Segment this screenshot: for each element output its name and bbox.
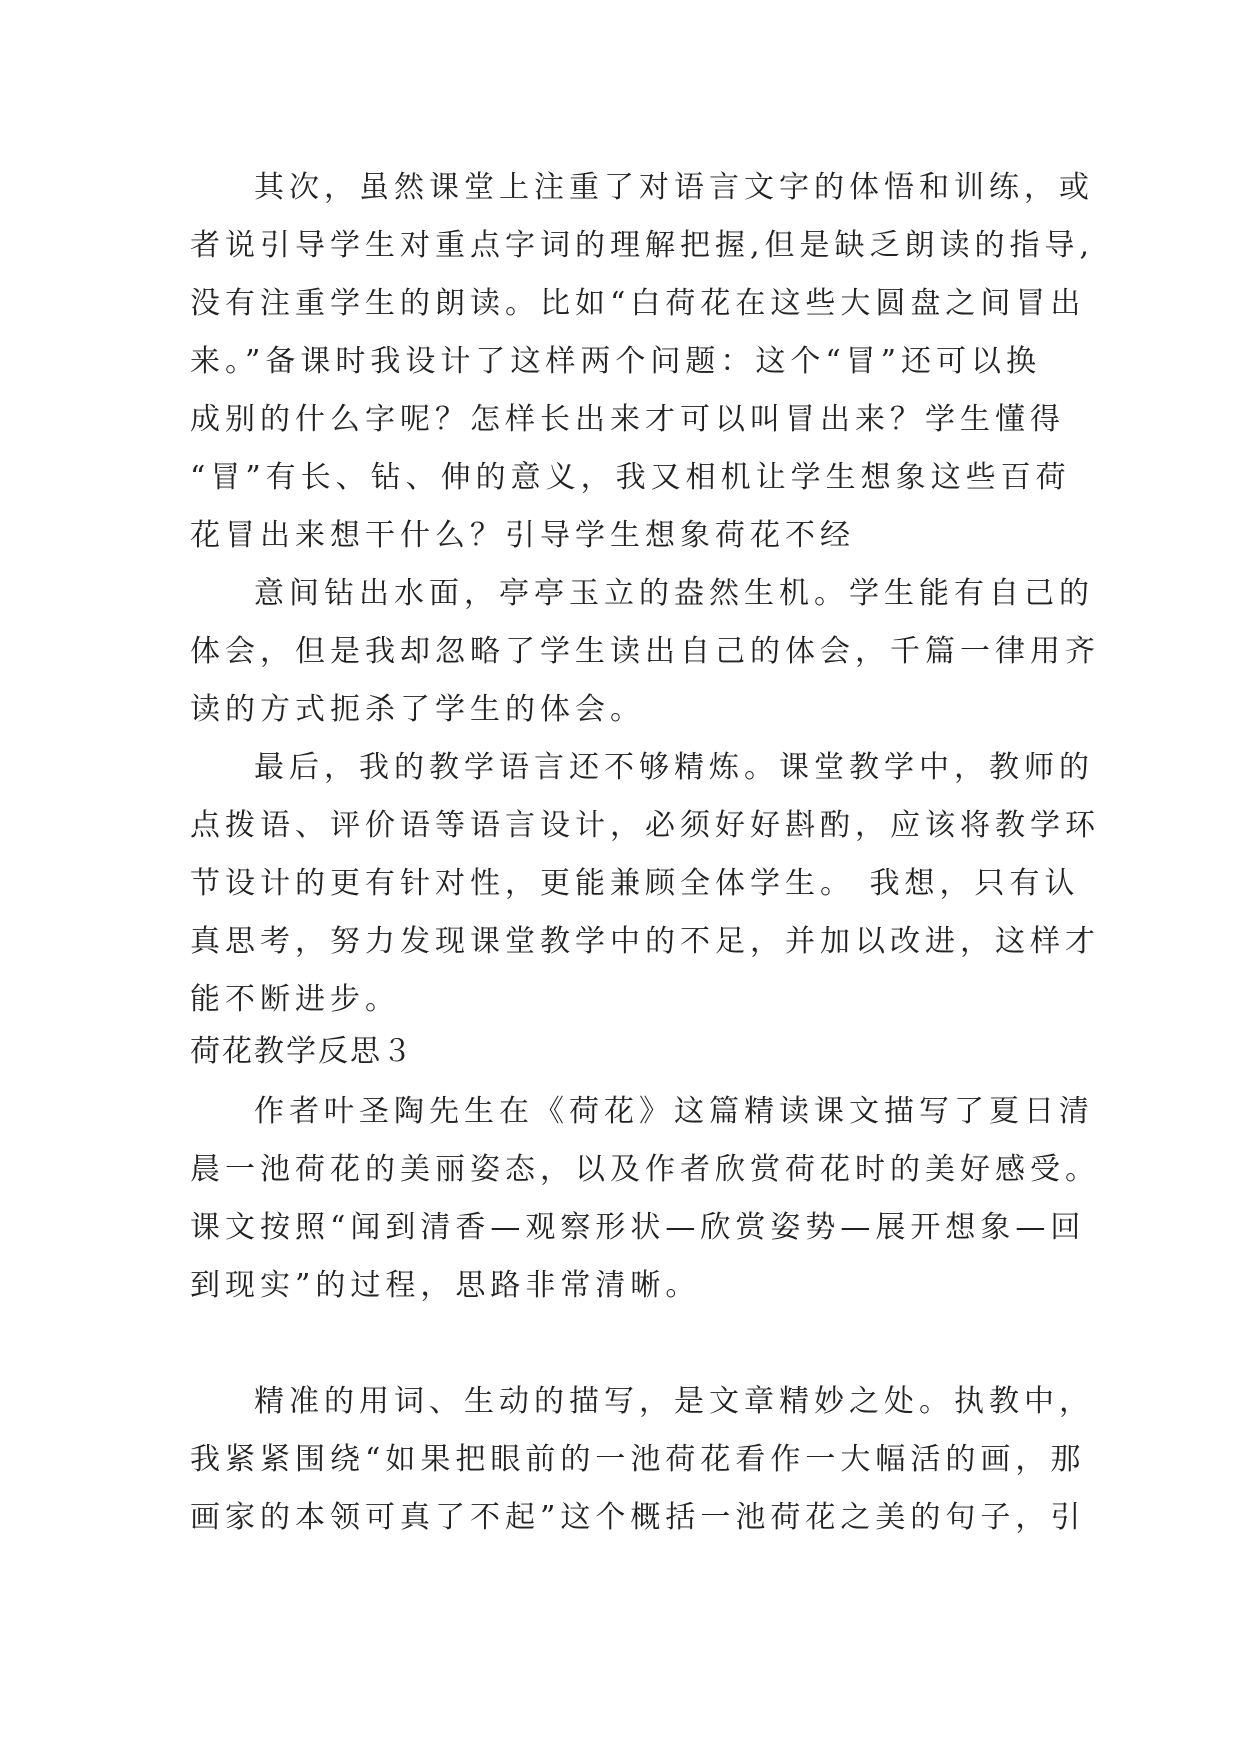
- paragraph-line: 花冒出来想干什么？引导学生想象荷花不经: [190, 518, 855, 553]
- paragraph-line: 最后，我的教学语言还不够精炼。课堂教学中，教师的: [254, 750, 1094, 785]
- paragraph-line: 来。”备课时我设计了这样两个问题：这个“冒”还可以换: [190, 344, 1042, 379]
- paragraph-line: 点拨语、评价语等语言设计，必须好好斟酌，应该将教学环: [190, 808, 1100, 843]
- paragraph-line: 其次，虽然课堂上注重了对语言文字的体悟和训练，或: [254, 170, 1094, 205]
- paragraph-line: “冒”有长、钻、伸的意义，我又相机让学生想象这些百荷: [190, 460, 1071, 495]
- paragraph-line: 画家的本领可真了不起”这个概括一池荷花之美的句子，引: [190, 1500, 1086, 1535]
- paragraph-line: 到现实”的过程，思路非常清晰。: [190, 1268, 701, 1303]
- paragraph-line: 读的方式扼杀了学生的体会。: [190, 692, 645, 727]
- paragraph-line: 者说引导学生对重点字词的理解把握,但是缺乏朗读的指导,: [190, 228, 1095, 263]
- paragraph-line: 精准的用词、生动的描写，是文章精妙之处。执教中，: [254, 1384, 1094, 1419]
- paragraph-line: 我紧紧围绕“如果把眼前的一池荷花看作一大幅活的画，那: [190, 1442, 1086, 1477]
- paragraph-line: 真思考，努力发现课堂教学中的不足，并加以改进，这样才: [190, 924, 1100, 959]
- paragraph-line: 晨一池荷花的美丽姿态，以及作者欣赏荷花时的美好感受。: [190, 1152, 1100, 1187]
- paragraph-line: 成别的什么字呢？怎样长出来才可以叫冒出来？学生懂得: [190, 402, 1065, 437]
- paragraph-line: 作者叶圣陶先生在《荷花》这篇精读课文描写了夏日清: [254, 1094, 1094, 1129]
- paragraph-line: 能不断进步。: [190, 982, 400, 1017]
- paragraph-line: 意间钻出水面，亭亭玉立的盎然生机。学生能有自己的: [254, 576, 1094, 611]
- paragraph-line: 课文按照“闻到清香—观察形状—欣赏姿势—展开想象—回: [190, 1210, 1086, 1245]
- section-title: 荷花教学反思３: [190, 1034, 414, 1069]
- paragraph-line: 节设计的更有针对性，更能兼顾全体学生。 我想，只有认: [190, 866, 1080, 901]
- paragraph-line: 体会，但是我却忽略了学生读出自己的体会，千篇一律用齐: [190, 634, 1100, 669]
- paragraph-line: 没有注重学生的朗读。比如“白荷花在这些大圆盘之间冒出: [190, 286, 1086, 321]
